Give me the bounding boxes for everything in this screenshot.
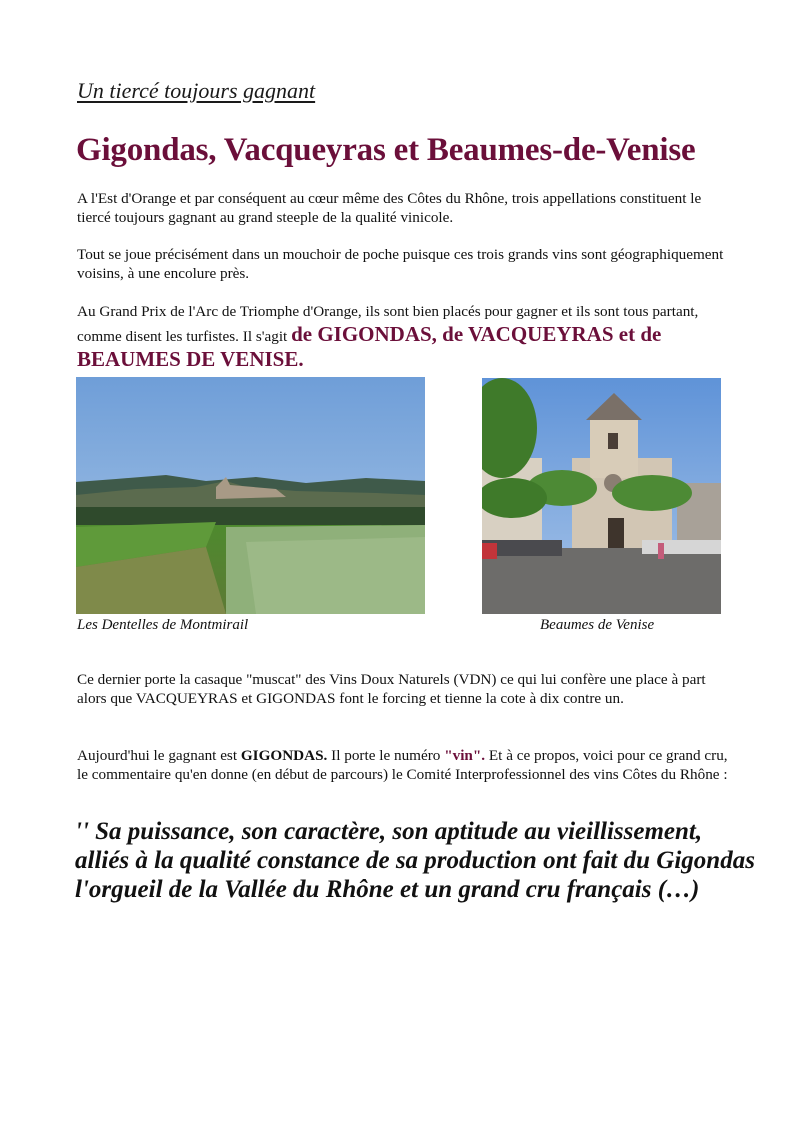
third-paragraph [77,301,737,373]
intro-paragraph: A l'Est d'Orange et par conséquent au cœur même des Côtes du Rhône, trois appellations constituent le tiercé toujours gagnant au grand steeple de la qualité vinicole. [77,190,702,226]
second-paragraph: Tout se joue précisément dans un mouchoir de poche puisque ces trois grands vins sont géographiquement voisins, à une encolure près. [77,246,724,282]
kicker-heading: Un tiercé toujours gagnant [77,78,316,103]
vin-highlight: "vin". [444,747,486,764]
fifth-paragraph [77,746,737,784]
fourth-paragraph: Ce dernier porte la casaque "muscat" des Vins Doux Naturels (VDN) ce qui lui confère une place à part alors que VACQUEYRAS et GIGONDAS font le forcing et tienne la cote à dix contre un. [77,671,706,707]
church-square-photo [482,378,721,614]
fifth-paragraph-text-a: Aujourd'hui le gagnant est [77,747,241,764]
fifth-paragraph-text-c: Et à ce propos, voici pour ce grand cru, le commentaire qu'en donne (en début de parcours) le Comité Interprofessionnel des vins Côtes du Rhône : [77,747,728,783]
fifth-paragraph-text-b: Il porte le numéro [327,747,445,764]
third-paragraph-text: Au Grand Prix de l'Arc de Triomphe d'Orange, ils sont bien placés pour gagner et ils sont tous partant, comme disent les turfistes. Il s'agit [77,303,699,345]
landscape-photo [76,377,425,614]
pull-quote: '' Sa puissance, son caractère, son aptitude au vieillissement, alliés à la qualité constance de sa production ont fait du Gigondas l'orgueil de la Vallée du Rhône et un grand cru français (…) [75,818,755,903]
appellations-highlight: de GIGONDAS, de VACQUEYRAS et de BEAUMES DE VENISE. [77,322,662,371]
winner-name: GIGONDAS. [240,747,328,764]
figure-caption-church: Beaumes de Venise [540,617,655,633]
page-title: Gigondas, Vacqueyras et Beaumes-de-Venise [76,132,696,168]
figure-caption-landscape: Les Dentelles de Montmirail [77,617,249,633]
